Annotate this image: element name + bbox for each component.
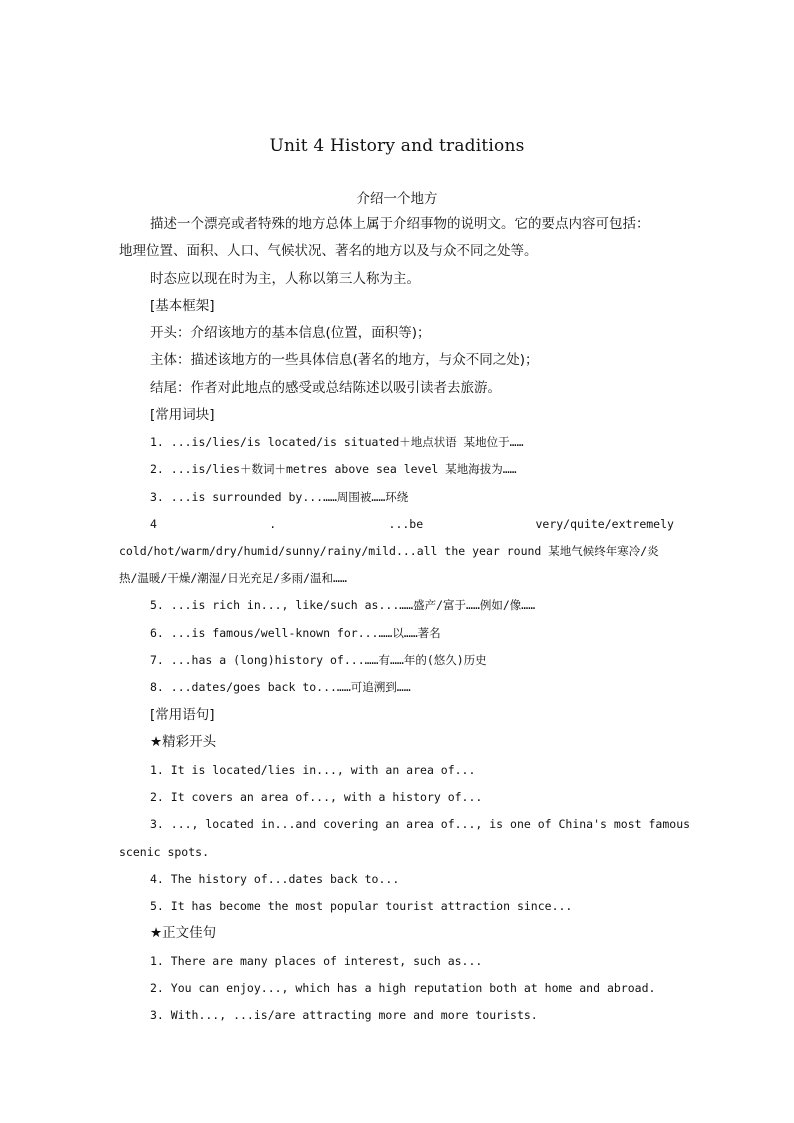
framework-body: 主体：描述该地方的一些具体信息(著名的地方，与众不同之处)；	[150, 352, 539, 368]
phrases-heading: [常用词块]	[150, 407, 215, 423]
phrase-item-4-dot: .	[269, 517, 277, 531]
phrase-item-2: 2. ...is/lies＋数词＋metres above sea level 某地海拔为……	[150, 462, 517, 476]
page-title: Unit 4 History and traditions	[269, 136, 525, 156]
body-sentence-1: 1. There are many places of interest, such as...	[150, 954, 483, 968]
opening-sentence-2: 2. It covers an area of..., with a history of...	[150, 790, 483, 804]
phrase-item-5: 5. ...is rich in..., like/such as...……盛产/富于……例如/像……	[150, 598, 536, 612]
phrase-item-4-line-3: 热/温暖/干燥/潮湿/日光充足/多雨/温和……	[119, 571, 347, 585]
body-sentences-heading: ★正文佳句	[150, 925, 217, 941]
opening-sentence-3-line-1: 3. ..., located in...and covering an area of..., is one of China's most famous	[150, 817, 691, 831]
sentences-heading: [常用语句]	[150, 707, 215, 723]
intro-paragraph-2: 时态应以现在时为主，人称以第三人称为主。	[150, 271, 420, 287]
opening-sentence-3-line-2: scenic spots.	[119, 845, 210, 859]
opening-sentence-4: 4. The history of...dates back to...	[150, 872, 400, 886]
opening-sentence-1: 1. It is located/lies in..., with an area of...	[150, 763, 476, 777]
phrase-item-4-number: 4	[150, 517, 157, 531]
phrase-item-4-line-1	[150, 514, 674, 534]
phrase-item-8: 8. ...dates/goes back to...……可追溯到……	[150, 680, 411, 694]
section-subtitle: 介绍一个地方	[356, 191, 438, 207]
framework-opening: 开头：介绍该地方的基本信息(位置，面积等)；	[150, 325, 431, 341]
framework-heading: [基本框架]	[150, 298, 215, 314]
intro-line-1: 描述一个漂亮或者特殊的地方总体上属于介绍事物的说明文。它的要点内容可包括：	[150, 216, 650, 232]
phrase-item-3: 3. ...is surrounded by...……周围被……环绕	[150, 490, 409, 504]
opening-sentence-5: 5. It has become the most popular tourist attraction since...	[150, 899, 573, 913]
body-sentence-2: 2. You can enjoy..., which has a high reputation both at home and abroad.	[150, 981, 656, 995]
framework-ending: 结尾：作者对此地点的感受或总结陈述以吸引读者去旅游。	[150, 380, 501, 396]
phrase-item-1: 1. ...is/lies/is located/is situated＋地点状语 某地位于……	[150, 435, 524, 449]
phrase-item-6: 6. ...is famous/well-known for...……以……著名	[150, 626, 441, 640]
phrase-item-7: 7. ...has a (long)history of...……有……年的(悠久)历史	[150, 653, 487, 667]
body-sentence-3: 3. With..., ...is/are attracting more and more tourists.	[150, 1008, 538, 1022]
phrase-item-4-adverbs: very/quite/extremely	[535, 517, 674, 531]
intro-line-2: 地理位置、面积、人口、气候状况、著名的地方以及与众不同之处等。	[119, 243, 538, 259]
opening-sentences-heading: ★精彩开头	[150, 734, 217, 750]
phrase-item-4-be: ...be	[388, 517, 424, 531]
phrase-item-4-line-2: cold/hot/warm/dry/humid/sunny/rainy/mild...all the year round 某地气候终年寒冷/炎	[119, 544, 659, 558]
